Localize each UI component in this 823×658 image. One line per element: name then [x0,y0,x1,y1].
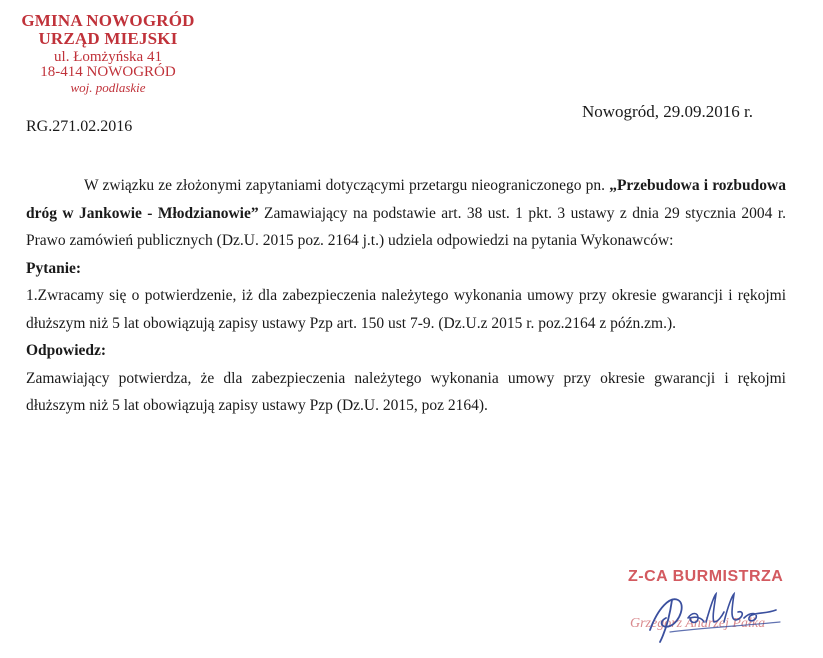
signature-title: Z-CA BURMISTRZA [628,568,784,585]
intro-paragraph [26,172,786,255]
place-date: Nowogród, 29.09.2016 r. [582,102,753,121]
reference-number: RG.271.02.2016 [26,118,133,135]
stamp-line-voivodeship: woj. podlaskie [70,80,146,96]
handwritten-signature-icon [640,578,800,648]
stamp-line-street: ul. Łomżyńska 41 [54,48,162,65]
office-stamp [8,12,208,95]
project-name: „Przebudowa i rozbudowa dróg w Jankowie - Młodzianowie” [26,177,786,222]
letter-body [26,172,786,420]
answer-label: Odpowiedz: [26,342,107,359]
stamp-line-office: URZĄD MIEJSKI [38,28,178,48]
signature-block [600,560,815,655]
stamp-line-postal: 18-414 NOWOGRÓD [40,64,176,81]
question-text: 1.Zwracamy się o potwierdzenie, iż dla zabezpieczenia należytego wykonania umowy przy okresie gwarancji i rękojmi dłuższym niż 5 lat obowiązują zapisy ustawy Pzp art. 150 ust 7-9. (Dz.U.z 2015 r. poz.2164 z późn.zm.). [26,287,786,332]
intro-part2: Zamawiający na podstawie art. 38 ust. 1 pkt. 3 ustawy z dnia 29 stycznia 2004 r. Prawo zamówień publicznych (Dz.U. 2015 poz. 2164 j.t.) udziela odpowiedzi na pytania Wykonawców: [26,204,787,249]
question-label: Pytanie: [26,259,82,277]
answer-text: Zamawiający potwierdza, że dla zabezpieczenia należytego wykonania umowy przy okresie gwarancji i rękojmi dłuższym niż 5 lat obowiązują zapisy ustawy Pzp (Dz.U. 2015, poz 2164). [26,369,786,414]
stamp-line-municipality: GMINA NOWOGRÓD [21,11,195,30]
intro-part1: W związku ze złożonymi zapytaniami dotyczącymi przetargu nieograniczonego pn. [84,177,606,194]
signature-name: Grzegorz Andrzej Pałka [630,616,766,631]
